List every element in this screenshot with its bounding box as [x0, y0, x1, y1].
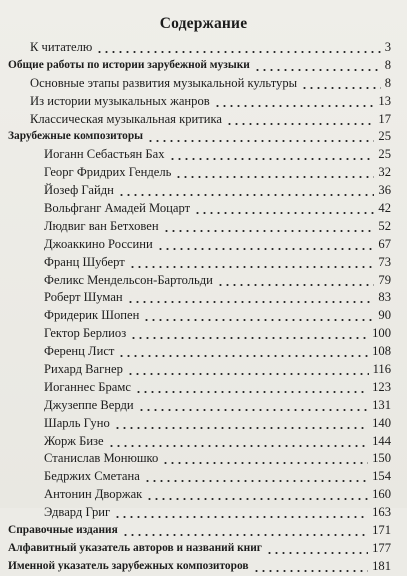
toc-page-number: 52 [378, 218, 391, 233]
toc-entry [0, 558, 407, 576]
toc-page-number: 79 [378, 272, 391, 287]
toc-dot-leader [114, 504, 368, 522]
toc-page-number: 131 [372, 397, 391, 412]
toc-page-number: 67 [378, 236, 391, 251]
toc-page-number: 32 [378, 165, 391, 180]
toc-dot-leader [169, 146, 375, 164]
toc-entry-label: Иоганн Себастьян Бах [44, 147, 165, 162]
toc-entry [0, 111, 407, 129]
toc-dot-leader [253, 558, 369, 576]
toc-dot-leader [214, 93, 375, 111]
toc-entry [0, 468, 407, 486]
toc-entry [0, 343, 407, 361]
toc-dot-leader [130, 325, 368, 343]
toc-dot-leader [254, 57, 381, 75]
toc-page-number: 8 [384, 57, 391, 72]
toc-entry [0, 325, 407, 343]
toc-entry-label: Георг Фридрих Гендель [44, 165, 172, 180]
toc-dot-leader [217, 272, 374, 290]
toc-page-number: 25 [378, 147, 391, 162]
toc-page-number: 108 [372, 344, 391, 359]
toc-entry-label: Именной указатель зарубежных композиторов [8, 559, 249, 572]
toc-dot-leader [162, 450, 368, 468]
toc-entry-label: Джузеппе Верди [44, 397, 134, 412]
toc-entry [0, 486, 407, 504]
toc-dot-leader [118, 343, 368, 361]
toc-entry [0, 522, 407, 540]
toc-page-number: 36 [378, 183, 391, 198]
toc-entry-label: Джоаккино Россини [44, 236, 153, 251]
toc-entry [0, 540, 407, 558]
toc-dot-leader [108, 433, 368, 451]
toc-entry [0, 39, 407, 57]
toc-page-number: 163 [372, 505, 391, 520]
toc-entry [0, 254, 407, 272]
toc-entry [0, 164, 407, 182]
toc-dot-leader [146, 486, 368, 504]
toc-entry [0, 272, 407, 290]
toc-entry [0, 93, 407, 111]
toc-dot-leader [138, 397, 368, 415]
toc-page-number: 3 [384, 40, 391, 54]
toc-entry-label: Вольфганг Амадей Моцарт [44, 201, 191, 216]
toc-entry-label: Антонин Дворжак [44, 487, 143, 502]
toc-entry-label: Роберт Шуман [44, 290, 123, 305]
toc-entry [0, 504, 407, 522]
toc-dot-leader [114, 415, 368, 433]
toc-entry-label: Феликс Мендельсон-Бартольди [44, 272, 213, 287]
toc-page-number: 160 [372, 487, 391, 502]
toc-dot-leader [266, 540, 368, 558]
toc-entry [0, 361, 407, 379]
toc-page-number: 154 [372, 469, 391, 484]
toc-dot-leader [129, 254, 375, 272]
toc-dot-leader [127, 361, 369, 379]
toc-dot-leader [135, 379, 368, 397]
toc-entry [0, 450, 407, 468]
toc-page-number: 42 [378, 201, 391, 216]
toc-entry [0, 218, 407, 236]
toc-entry-label: Основные этапы развития музыкальной культуры [30, 75, 298, 90]
toc-dot-leader [157, 236, 375, 254]
toc-page-number: 17 [378, 111, 391, 126]
toc-entry-label: Жорж Бизе [44, 433, 104, 448]
toc-entry [0, 289, 407, 307]
toc-page-number: 177 [372, 540, 391, 555]
toc-entry-label: Из истории музыкальных жанров [30, 93, 210, 108]
toc-entry-label: Бедржих Сметана [44, 469, 140, 484]
toc-dot-leader [147, 128, 374, 146]
page-title: Содержание [159, 15, 248, 32]
toc-page-number: 73 [378, 254, 391, 269]
toc-page-number: 150 [372, 451, 391, 466]
toc-page-number: 181 [372, 558, 391, 573]
toc-entry [0, 415, 407, 433]
toc-entry [0, 128, 407, 146]
toc-entry-label: Общие работы по истории зарубежной музыки [8, 58, 250, 71]
toc-entry [0, 397, 407, 415]
toc-entry [0, 57, 407, 75]
toc-entry-label: Зарубежные композиторы [8, 130, 144, 143]
toc-entry-label: К читателю [30, 40, 93, 54]
toc-page-number: 8 [384, 75, 391, 90]
toc-dot-leader [96, 39, 380, 57]
toc-dot-leader [301, 75, 381, 93]
toc-entry-label: Фридерик Шопен [44, 308, 140, 323]
toc-dot-leader [226, 111, 374, 129]
toc-entry-label: Классическая музыкальная критика [30, 111, 223, 126]
toc-dot-leader [194, 200, 374, 218]
toc-entry [0, 75, 407, 93]
toc-entry [0, 379, 407, 397]
toc-entry-label: Иоганнес Брамс [44, 379, 131, 394]
toc-entry-label: Людвиг ван Бетховен [44, 218, 159, 233]
toc-entry-label: Франц Шуберт [44, 254, 125, 269]
toc-entry-label: Рихард Вагнер [44, 362, 123, 377]
toc-dot-leader [122, 522, 368, 540]
toc-entry [0, 433, 407, 451]
toc-dot-leader [175, 164, 374, 182]
toc-dot-leader [127, 289, 375, 307]
toc-dot-leader [118, 182, 375, 200]
toc-entry-label: Ференц Лист [44, 344, 115, 359]
toc-dot-leader [143, 307, 374, 325]
toc-page-number: 83 [378, 290, 391, 305]
toc-page-number: 140 [372, 415, 391, 430]
toc-page-number: 25 [378, 129, 391, 144]
toc-entry-label: Шарль Гуно [44, 415, 110, 430]
toc-dot-leader [144, 468, 368, 486]
toc-entry-label: Эдвард Григ [44, 505, 111, 520]
toc-entry-label: Алфавитный указатель авторов и названий книг [8, 541, 262, 554]
toc-entry [0, 146, 407, 164]
toc-entry [0, 200, 407, 218]
table-of-contents [0, 39, 407, 576]
toc-page-number: 116 [372, 362, 391, 377]
toc-page-number: 144 [372, 433, 391, 448]
toc-entry [0, 182, 407, 200]
toc-entry-label: Станислав Монюшко [44, 451, 159, 466]
toc-entry-label: Йозеф Гайдн [44, 183, 114, 198]
toc-entry [0, 307, 407, 325]
toc-entry-label: Справочные издания [8, 524, 118, 537]
toc-dot-leader [163, 218, 375, 236]
toc-entry [0, 236, 407, 254]
toc-page-number: 13 [378, 93, 391, 108]
toc-page-number: 90 [378, 308, 391, 323]
toc-entry-label: Гектор Берлиоз [44, 326, 127, 341]
toc-page-number: 171 [372, 523, 391, 538]
toc-page-number: 123 [372, 379, 391, 394]
toc-page-number: 100 [372, 326, 391, 341]
